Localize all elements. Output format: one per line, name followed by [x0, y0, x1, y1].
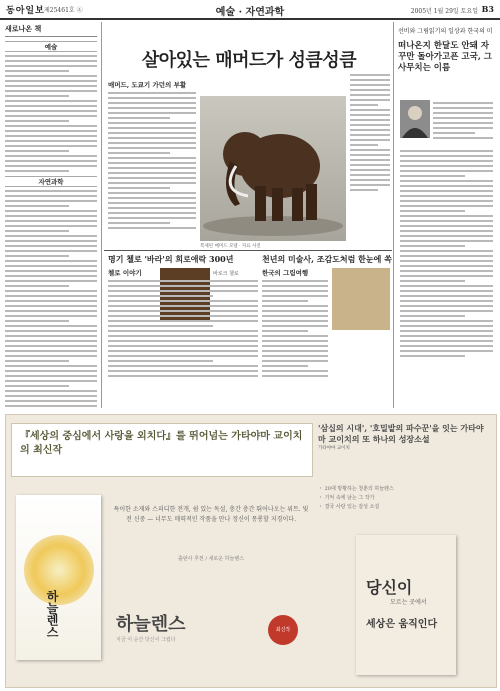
- issue-number: 제25461호 ④: [44, 7, 83, 14]
- text-block: [5, 190, 97, 407]
- ad-side-copy: '삼십의 시대', '호밀밭의 파수꾼'을 잇는 가타야마 교이치의 또 하나의 성장소설: [318, 423, 484, 444]
- main-subhead: 매머드, 도쿄기 가던의 부활: [108, 81, 187, 89]
- article-text: [262, 280, 328, 380]
- section-label-art: 예술: [5, 41, 97, 52]
- mammoth-illustration: [200, 96, 346, 241]
- column-divider: [101, 22, 102, 408]
- photo-caption: 복제된 매머드 모델 · 자료 사진: [200, 244, 261, 249]
- book-title: 하늘렌스: [45, 590, 59, 638]
- ad-body-copy: 특이한 소재와 스피디한 전개, 쉼 있는 독설, 충간 충간 뛰어나오는 위트. 빛전 신중 — 너무도 매력적인 작품을 만나 정신이 몽롱할 지경이다.: [113, 506, 309, 523]
- article-text: [433, 102, 493, 142]
- column-label: 선비와 그림읽기의 일상과 한국의 미: [398, 28, 493, 35]
- art-history-headline: 천년의 미술사, 조감도처럼 한눈에 쏙: [262, 254, 392, 264]
- cello-headline: 명기 첼로 '바라'의 희로애락 300년: [108, 254, 234, 264]
- cello-book-label: 첼로 이야기: [108, 269, 142, 277]
- article-text: [400, 150, 493, 360]
- art-book-label: 한국의 그림여행: [262, 269, 309, 277]
- column-divider: [393, 22, 394, 408]
- new-books-title: 새로나온 책: [5, 24, 97, 37]
- publication-date: 2005년 1월 29일 토요일: [410, 8, 478, 15]
- ad-author-label: 가타야마 교이치: [318, 446, 350, 451]
- newspaper-logo: 동아일보: [6, 6, 45, 16]
- article-text: [108, 92, 196, 232]
- new-books-column: [5, 24, 97, 410]
- text-block: [5, 55, 97, 172]
- section-label-science: 자연과학: [5, 176, 97, 187]
- book-cover-you-dont-know[interactable]: 당신이 모르는 곳에서 세상은 움직인다: [356, 535, 456, 675]
- ad-side-box: [318, 423, 491, 475]
- art-book-cover: [332, 268, 390, 330]
- mammoth-photo: [200, 96, 346, 241]
- main-headline: 살아있는 매머드가 성큼성큼: [141, 50, 357, 71]
- book-cover-heaven-lens[interactable]: [16, 495, 101, 660]
- author-portrait: [400, 100, 430, 138]
- column-headline: 떠나온지 한달도 안돼 자꾸만 돌아가고픈 고국, 그 사무치는 이름: [398, 41, 492, 73]
- column-box: [398, 24, 495, 74]
- book-title-large: 하늘렌스 지금 이 순간 당신이 그립다: [116, 614, 186, 643]
- person-icon: [400, 100, 430, 138]
- section-divider: [104, 250, 392, 251]
- ad-headline: 『세상의 중심에서 사랑을 외치다』를 뛰어넘는 가타야마 교이치의 최신작: [20, 431, 303, 456]
- article-text: [108, 280, 258, 380]
- cello-book-caption: 바로크 첼로: [213, 271, 239, 277]
- ad-headline-box: [11, 423, 313, 477]
- ad-publisher-note: 출판사 추천 / 새로운 하늘렌스: [177, 556, 244, 562]
- masthead: [0, 0, 500, 20]
- book-advertisement[interactable]: [5, 414, 497, 688]
- article-text: [350, 74, 390, 194]
- new-release-badge: 최신작: [268, 615, 298, 645]
- ad-feature-list: ・ 20대 방황하는 청춘의 하늘렌스 ・ 기억 속에 남는 그 작가 ・ 결국 사랑 있는 감성 소설: [318, 486, 394, 510]
- page-number: B3: [481, 4, 494, 14]
- section-title: 예술 · 자연과학: [215, 7, 285, 18]
